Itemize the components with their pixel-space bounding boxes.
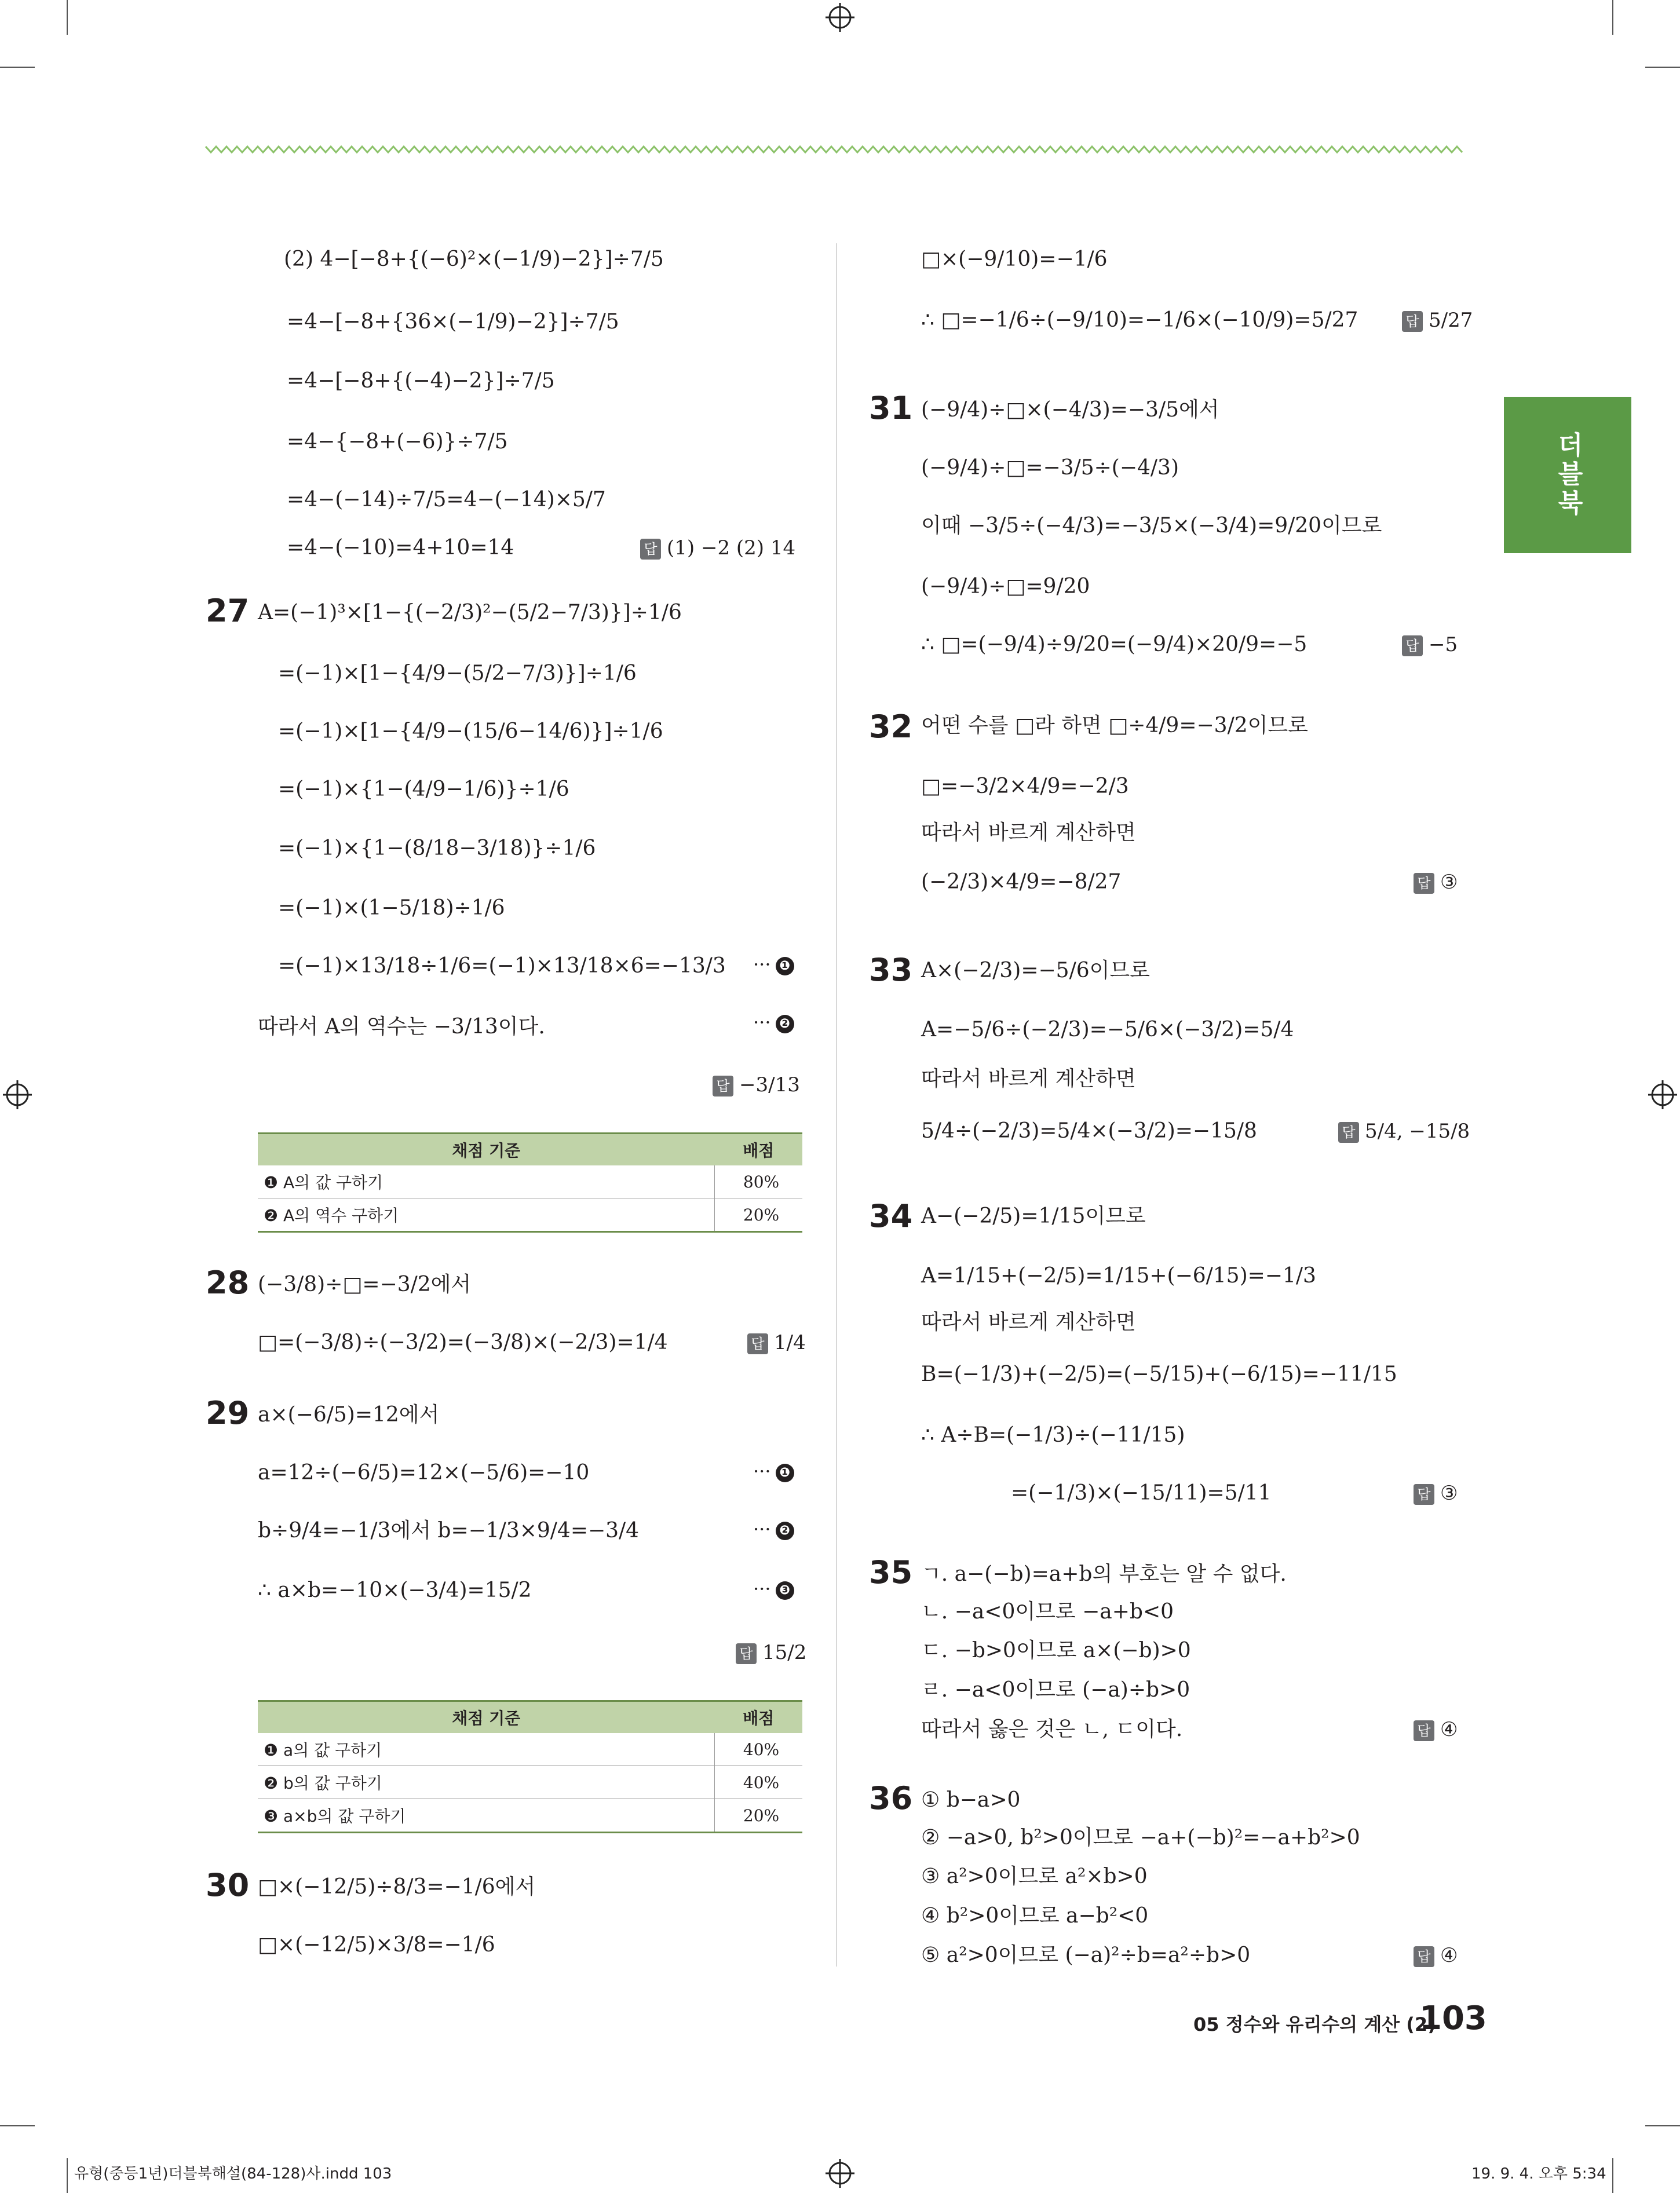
p34-line: ∴ A÷B=(−1/3)÷(−11/15)	[921, 1423, 1185, 1447]
p27-line: =(−1)×[1−{4/9−(15/6−14/6)}]÷1/6	[278, 719, 663, 743]
column-divider	[836, 243, 837, 1967]
p33-line: 따라서 바르게 계산하면	[921, 1067, 1136, 1091]
p34-line: A=1/15+(−2/5)=1/15+(−6/15)=−1/3	[921, 1264, 1316, 1288]
p32-line: □=−3/2×4/9=−2/3	[921, 774, 1129, 798]
problem-number: 33	[869, 952, 913, 988]
p27-line: =(−1)×[1−{4/9−(5/2−7/3)}]÷1/6	[278, 661, 637, 685]
p32-answer: 답 ③	[1414, 866, 1458, 898]
page-number: 103	[1419, 2000, 1487, 2037]
score-header: 배점	[715, 1134, 803, 1166]
p32-line: 어떤 수를 □라 하면 □÷4/9=−3/2이므로	[921, 714, 1308, 737]
problem-number: 32	[869, 708, 913, 745]
answer-badge: 답	[736, 1643, 757, 1664]
step-marker: ··· ❷	[753, 1008, 794, 1037]
p26-line: =4−[−8+{(−4)−2}]÷7/5	[287, 369, 555, 393]
problem-number: 30	[206, 1867, 250, 1903]
p27-line: =(−1)×(1−5/18)÷1/6	[278, 896, 505, 920]
answer-badge: 답	[713, 1076, 733, 1096]
p36-line: ① b−a>0	[921, 1788, 1021, 1812]
p31-line: (−9/4)÷□=9/20	[921, 575, 1090, 598]
p34-line: =(−1/3)×(−15/11)=5/11	[1011, 1481, 1272, 1505]
answer-badge: 답	[640, 539, 661, 560]
answer-badge: 답	[1414, 1946, 1434, 1967]
p34-line: 따라서 바르게 계산하면	[921, 1310, 1136, 1334]
p26-line: =4−(−10)=4+10=14	[287, 536, 514, 560]
chapter-title: 05 정수와 유리수의 계산 (2)	[1193, 2013, 1436, 2035]
p31-line: (−9/4)÷□×(−4/3)=−3/5에서	[921, 398, 1219, 422]
answer-badge: 답	[1402, 311, 1423, 332]
table-row: ❷ A의 역수 구하기 20%	[258, 1198, 802, 1232]
p29-answer: 답 15/2	[736, 1636, 806, 1669]
p26-line: (2) 4−[−8+{(−6)²×(−1/9)−2}]÷7/5	[284, 247, 664, 271]
p36-answer: 답 ④	[1414, 1939, 1458, 1972]
table-row: ❷ b의 값 구하기 40%	[258, 1766, 802, 1799]
p35-line: ㄱ. a−(−b)=a+b의 부호는 알 수 없다.	[921, 1562, 1287, 1586]
p29-line: a×(−6/5)=12에서	[258, 1403, 440, 1427]
answer-badge: 답	[1414, 1720, 1434, 1741]
p34-line: A−(−2/5)=1/15이므로	[921, 1204, 1146, 1228]
p30-answer: 답 5/27	[1402, 304, 1473, 337]
p27-line: A=(−1)³×[1−{(−2/3)²−(5/2−7/3)}]÷1/6	[258, 601, 682, 624]
p27-line: =(−1)×{1−(4/9−1/6)}÷1/6	[278, 777, 569, 801]
p36-line: ⑤ a²>0이므로 (−a)²÷b=a²÷b>0	[921, 1943, 1251, 1967]
p30-line: □×(−12/5)÷8/3=−1/6에서	[258, 1875, 536, 1899]
step-marker: ··· ❶	[753, 950, 794, 979]
p35-line: ㄷ. −b>0이므로 a×(−b)>0	[921, 1639, 1191, 1662]
grading-criteria-table	[258, 1700, 802, 1833]
criteria-header: 채점 기준	[258, 1134, 715, 1166]
problem-number: 31	[869, 390, 913, 426]
problem-number: 35	[869, 1554, 913, 1591]
p27-line: =(−1)×{1−(8/18−3/18)}÷1/6	[278, 836, 596, 860]
p33-line: 5/4÷(−2/3)=5/4×(−3/2)=−15/8	[921, 1119, 1257, 1143]
answer-badge: 답	[1338, 1122, 1359, 1143]
p28-answer: 답 1/4	[747, 1326, 806, 1359]
p31-line: 이때 −3/5÷(−4/3)=−3/5×(−3/4)=9/20이므로	[921, 514, 1382, 538]
p29-line: a=12÷(−6/5)=12×(−5/6)=−10	[258, 1461, 590, 1485]
p26-answer: 답 (1) −2 (2) 14	[640, 532, 795, 564]
p28-line: (−3/8)÷□=−3/2에서	[258, 1273, 472, 1296]
p31-line: ∴ □=(−9/4)÷9/20=(−9/4)×20/9=−5	[921, 633, 1308, 656]
p35-answer: 답 ④	[1414, 1713, 1458, 1746]
problem-number: 27	[206, 593, 250, 629]
p31-line: (−9/4)÷□=−3/5÷(−4/3)	[921, 456, 1179, 480]
answer-badge: 답	[747, 1333, 768, 1354]
p34-answer: 답 ③	[1414, 1477, 1458, 1509]
print-date: 19. 9. 4. 오후 5:34	[1471, 2165, 1606, 2183]
file-info: 유형(중등1년)더블북해설(84-128)사.indd 103	[74, 2165, 392, 2183]
criteria-header: 채점 기준	[258, 1701, 715, 1734]
p35-line: ㄹ. −a<0이므로 (−a)÷b>0	[921, 1678, 1190, 1702]
p30-line: □×(−12/5)×3/8=−1/6	[258, 1933, 495, 1957]
step-marker: ··· ❷	[753, 1515, 794, 1544]
answer-badge: 답	[1402, 635, 1423, 656]
problem-number: 28	[206, 1264, 250, 1301]
p32-line: (−2/3)×4/9=−8/27	[921, 870, 1122, 894]
problem-number: 36	[869, 1780, 913, 1816]
problem-number: 34	[869, 1198, 913, 1234]
p35-line: ㄴ. −a<0이므로 −a+b<0	[921, 1600, 1174, 1624]
side-tab-double-book: 더블북	[1504, 397, 1631, 553]
p32-line: 따라서 바르게 계산하면	[921, 821, 1136, 845]
p27-answer: 답 −3/13	[713, 1069, 800, 1101]
p27-line: =(−1)×13/18÷1/6=(−1)×13/18×6=−13/3	[278, 954, 726, 978]
table-row: ❶ A의 값 구하기 80%	[258, 1165, 802, 1198]
p30-line: □×(−9/10)=−1/6	[921, 247, 1108, 271]
p28-line: □=(−3/8)÷(−3/2)=(−3/8)×(−2/3)=1/4	[258, 1331, 668, 1354]
p36-line: ③ a²>0이므로 a²×b>0	[921, 1865, 1148, 1888]
wave-divider	[206, 147, 1462, 152]
p29-line: ∴ a×b=−10×(−3/4)=15/2	[258, 1578, 532, 1602]
problem-number: 29	[206, 1395, 250, 1431]
p36-line: ④ b²>0이므로 a−b²<0	[921, 1904, 1149, 1928]
p26-line: =4−(−14)÷7/5=4−(−14)×5/7	[287, 488, 606, 511]
p33-line: A=−5/6÷(−2/3)=−5/6×(−3/2)=5/4	[921, 1018, 1294, 1041]
p33-line: A×(−2/3)=−5/6이므로	[921, 959, 1150, 982]
p31-answer: 답 −5	[1402, 628, 1458, 661]
p27-line: 따라서 A의 역수는 −3/13이다.	[258, 1015, 545, 1039]
p30-line: ∴ □=−1/6÷(−9/10)=−1/6×(−10/9)=5/27	[921, 308, 1358, 332]
step-marker: ··· ❶	[753, 1457, 794, 1486]
p36-line: ② −a>0, b²>0이므로 −a+(−b)²=−a+b²>0	[921, 1826, 1360, 1850]
step-marker: ··· ❸	[753, 1574, 794, 1603]
table-row: ❸ a×b의 값 구하기 20%	[258, 1799, 802, 1833]
answer-badge: 답	[1414, 1484, 1434, 1505]
answer-badge: 답	[1414, 873, 1434, 894]
p35-line: 따라서 옳은 것은 ㄴ, ㄷ이다.	[921, 1717, 1183, 1741]
table-row: ❶ a의 값 구하기 40%	[258, 1733, 802, 1766]
p33-answer: 답 5/4, −15/8	[1338, 1115, 1470, 1147]
p34-line: B=(−1/3)+(−2/5)=(−5/15)+(−6/15)=−11/15	[921, 1362, 1397, 1386]
p26-line: =4−{−8+(−6)}÷7/5	[287, 430, 508, 454]
score-header: 배점	[715, 1701, 803, 1734]
grading-criteria-table	[258, 1132, 802, 1233]
p29-line: b÷9/4=−1/3에서 b=−1/3×9/4=−3/4	[258, 1519, 640, 1543]
p26-line: =4−[−8+{36×(−1/9)−2}]÷7/5	[287, 310, 619, 334]
